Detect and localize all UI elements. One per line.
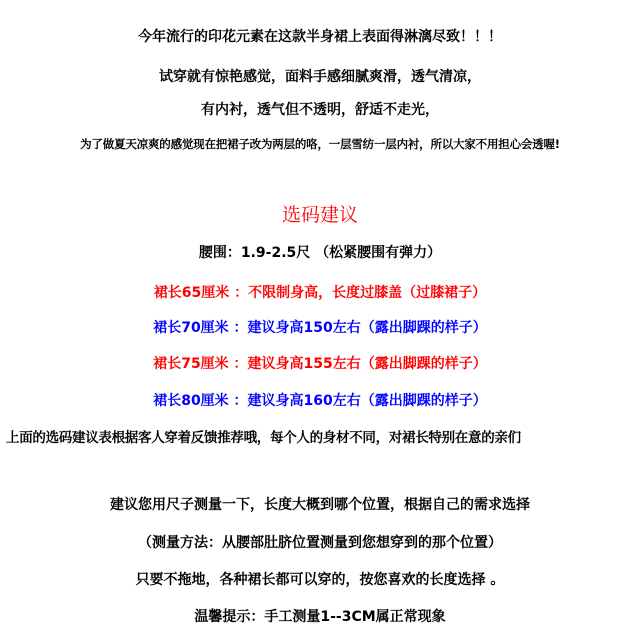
intro-line-4: 为了做夏天凉爽的感觉现在把裙子改为两层的咯，一层雪纺一层内衬，所以大家不用担心会透喔! [80, 137, 560, 151]
intro-line-2: 试穿就有惊艳感觉，面料手感细腻爽滑，透气清凉， [159, 69, 481, 85]
waist-size: 腰围：1.9-2.5尺 （松紧腰围有弹力） [198, 245, 442, 261]
skirt-length-70: 裙长70厘米 ：建议身高150左右（露出脚踝的样子） [153, 320, 487, 336]
measure-advice: 建议您用尺子测量一下，长度大概到哪个位置，根据自己的需求选择 [110, 497, 530, 513]
measure-method: （测量方法：从腰部肚脐位置测量到您想穿到的那个位置） [138, 535, 502, 551]
intro-line-1: 今年流行的印花元素在这款半身裙上表面得淋漓尽致！！！ [138, 29, 502, 45]
tolerance-tip: 温馨提示：手工测量1--3CM属正常现象 [194, 609, 446, 625]
size-guide-title: 选码建议 [281, 204, 358, 226]
intro-line-3: 有内衬，透气但不透明，舒适不走光， [201, 102, 439, 118]
skirt-length-75: 裙长75厘米 ：建议身高155左右（露出脚踝的样子） [153, 356, 487, 372]
skirt-length-65: 裙长65厘米 ：不限制身高，长度过膝盖（过膝裙子） [153, 285, 487, 301]
size-guide-note: 上面的选码建议表根据客人穿着反馈推荐哦，每个人的身材不同，对裙长特别在意的亲们 [6, 430, 521, 446]
length-choice-note: 只要不拖地，各种裙长都可以穿的，按您喜欢的长度选择 。 [135, 572, 505, 588]
skirt-length-80: 裙长80厘米 ：建议身高160左右（露出脚踝的样子） [153, 393, 487, 409]
